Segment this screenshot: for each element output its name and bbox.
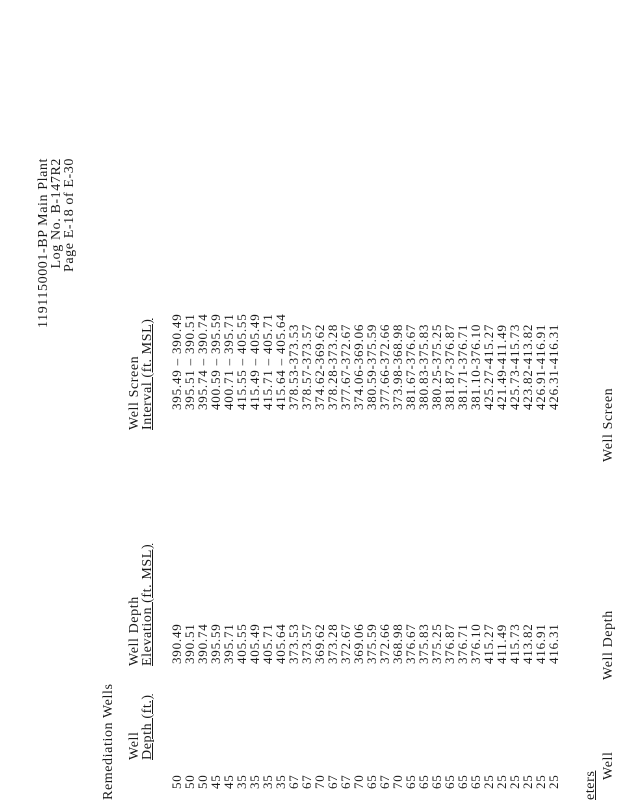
- interval-cell: 374.62-369.62: [312, 323, 327, 410]
- depth-cell: 25: [546, 774, 561, 789]
- interval-cell: 378.53-373.53: [286, 323, 301, 410]
- elevation-cell: 405.64: [273, 623, 288, 664]
- column-header-interval: [128, 319, 154, 431]
- elevation-cell: 375.25: [429, 623, 444, 664]
- elevation-cell: 405.71: [260, 623, 275, 664]
- column-header-interval-line2: Interval (ft. MSL): [140, 318, 155, 430]
- interval-cell: 381.87-376.87: [442, 323, 457, 410]
- depth-cell: 67: [338, 774, 353, 789]
- depth-column: [170, 774, 560, 789]
- column-header-elevation-line1: Well Depth: [127, 596, 142, 666]
- interval-cell: 425.73-415.73: [507, 323, 522, 410]
- depth-cell: 50: [182, 774, 197, 789]
- bottom-header-well-screen: Well Screen: [601, 387, 616, 462]
- subsection-title: eters: [583, 770, 598, 800]
- depth-cell: 35: [234, 774, 249, 789]
- depth-cell: 25: [520, 774, 535, 789]
- depth-cell: 67: [299, 774, 314, 789]
- depth-cell: 65: [429, 774, 444, 789]
- interval-cell: 415.64 – 405.64: [273, 313, 288, 410]
- elevation-cell: 369.06: [351, 623, 366, 664]
- elevation-cell: 395.71: [221, 623, 236, 664]
- interval-cell: 374.06-369.06: [351, 323, 366, 410]
- elevation-cell: 373.53: [286, 623, 301, 664]
- depth-cell: 67: [377, 774, 392, 789]
- depth-cell: 25: [533, 774, 548, 789]
- depth-cell: 25: [481, 774, 496, 789]
- interval-cell: 380.25-375.25: [429, 323, 444, 410]
- interval-cell: 381.71-376.71: [455, 323, 470, 410]
- interval-cell: 380.59-375.59: [364, 323, 379, 410]
- elevation-cell: 416.31: [546, 623, 561, 664]
- column-header-depth: [128, 694, 154, 760]
- column-header-depth-line1: Well: [127, 731, 142, 760]
- elevation-cell: 390.51: [182, 623, 197, 664]
- page-number: Page E-18 of E-30: [62, 158, 77, 273]
- interval-cell: 415.49 – 405.49: [247, 313, 262, 410]
- depth-cell: 65: [403, 774, 418, 789]
- document-header: [37, 158, 76, 398]
- depth-cell: 25: [494, 774, 509, 789]
- project-title: 1191150001-BP Main Plant: [36, 158, 51, 328]
- depth-cell: 35: [273, 774, 288, 789]
- elevation-cell: 376.67: [403, 623, 418, 664]
- depth-cell: 70: [351, 774, 366, 789]
- depth-cell: 25: [507, 774, 522, 789]
- elevation-cell: 375.59: [364, 623, 379, 664]
- depth-cell: 45: [208, 774, 223, 789]
- interval-cell: 381.67-376.67: [403, 323, 418, 410]
- interval-cell: 426.91-416.91: [533, 323, 548, 410]
- elevation-cell: 369.62: [312, 623, 327, 664]
- column-header-interval-line1: Well Screen: [127, 355, 142, 430]
- column-header-elevation-line2: Elevation (ft. MSL): [140, 543, 155, 666]
- interval-cell: 400.71 – 395.71: [221, 313, 236, 410]
- interval-cell: 395.51 – 390.51: [182, 313, 197, 410]
- depth-cell: 50: [169, 774, 184, 789]
- interval-cell: 377.67-372.67: [338, 323, 353, 410]
- elevation-cell: 405.55: [234, 623, 249, 664]
- interval-cell: 425.27-415.27: [481, 323, 496, 410]
- bottom-header-well: Well: [601, 751, 616, 780]
- elevation-column: [170, 623, 560, 664]
- interval-cell: 377.66-372.66: [377, 323, 392, 410]
- elevation-cell: 413.82: [520, 623, 535, 664]
- interval-column: [170, 314, 560, 411]
- log-number: Log No. B-147R2: [49, 158, 64, 269]
- elevation-cell: 405.49: [247, 623, 262, 664]
- depth-cell: 65: [416, 774, 431, 789]
- depth-cell: 50: [195, 774, 210, 789]
- interval-cell: 415.71 – 405.71: [260, 313, 275, 410]
- elevation-cell: 372.66: [377, 623, 392, 664]
- elevation-cell: 416.91: [533, 623, 548, 664]
- elevation-cell: 376.71: [455, 623, 470, 664]
- elevation-cell: 373.57: [299, 623, 314, 664]
- elevation-cell: 376.10: [468, 623, 483, 664]
- depth-cell: 35: [247, 774, 262, 789]
- elevation-cell: 372.67: [338, 623, 353, 664]
- depth-cell: 65: [468, 774, 483, 789]
- elevation-cell: 376.87: [442, 623, 457, 664]
- interval-cell: 395.74 – 390.74: [195, 313, 210, 410]
- column-header-elevation: [128, 544, 154, 666]
- depth-cell: 35: [260, 774, 275, 789]
- depth-cell: 67: [325, 774, 340, 789]
- interval-cell: 378.28-373.28: [325, 323, 340, 410]
- interval-cell: 381.10-376.10: [468, 323, 483, 410]
- interval-cell: 378.57-373.57: [299, 323, 314, 410]
- elevation-cell: 375.83: [416, 623, 431, 664]
- depth-cell: 65: [442, 774, 457, 789]
- section-title: Remediation Wells: [101, 683, 116, 800]
- interval-cell: 421.49-411.49: [494, 324, 509, 410]
- elevation-cell: 390.74: [195, 623, 210, 664]
- interval-cell: 400.59 – 395.59: [208, 313, 223, 410]
- depth-cell: 70: [390, 774, 405, 789]
- elevation-cell: 415.73: [507, 623, 522, 664]
- depth-cell: 65: [455, 774, 470, 789]
- interval-cell: 380.83-375.83: [416, 323, 431, 410]
- elevation-cell: 368.98: [390, 623, 405, 664]
- depth-cell: 65: [364, 774, 379, 789]
- interval-cell: 415.55 – 405.55: [234, 313, 249, 410]
- column-header-depth-line2: Depth (ft.): [140, 694, 155, 760]
- interval-cell: 395.49 – 390.49: [169, 313, 184, 410]
- elevation-cell: 373.28: [325, 623, 340, 664]
- elevation-cell: 390.49: [169, 623, 184, 664]
- interval-cell: 423.82-413.82: [520, 323, 535, 410]
- depth-cell: 67: [286, 774, 301, 789]
- interval-cell: 373.98-368.98: [390, 323, 405, 410]
- interval-cell: 426.31-416.31: [546, 323, 561, 410]
- elevation-cell: 411.49: [494, 623, 509, 664]
- depth-cell: 70: [312, 774, 327, 789]
- bottom-header-well-depth: Well Depth: [601, 610, 616, 680]
- elevation-cell: 415.27: [481, 623, 496, 664]
- elevation-cell: 395.59: [208, 623, 223, 664]
- depth-cell: 45: [221, 774, 236, 789]
